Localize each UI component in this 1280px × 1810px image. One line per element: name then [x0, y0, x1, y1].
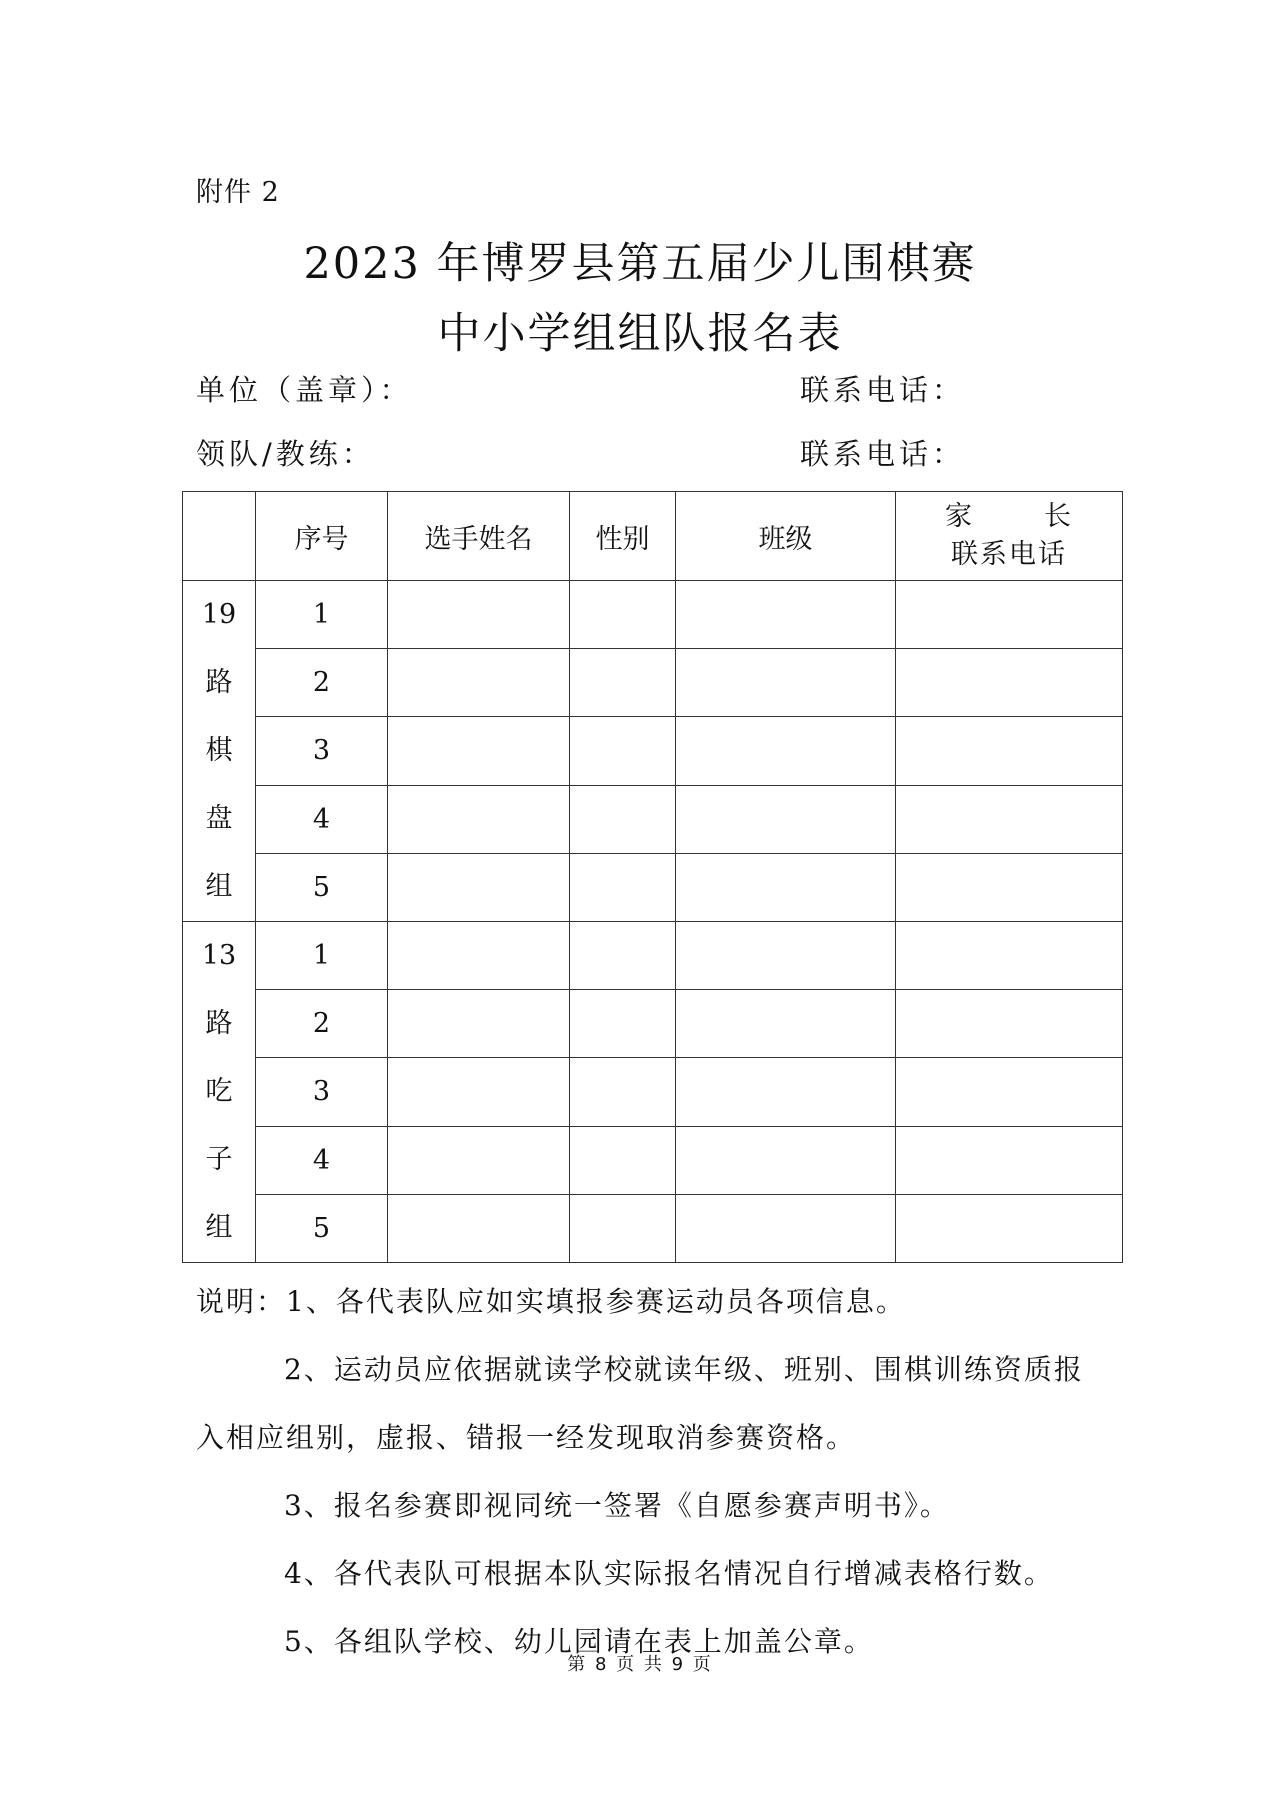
parent-phone-cell[interactable] — [896, 922, 1123, 990]
seq-cell: 2 — [256, 990, 388, 1058]
page-number-footer: 第 8 页 共 9 页 — [567, 1654, 713, 1675]
gender-cell[interactable] — [570, 853, 676, 921]
header-parent-char-1: 家 — [945, 501, 974, 532]
class-cell[interactable] — [676, 581, 896, 649]
group2-char: 吃 — [205, 1076, 233, 1107]
table-row — [183, 990, 1123, 1058]
player-name-cell[interactable] — [388, 785, 570, 853]
table-row — [183, 785, 1123, 853]
player-name-cell[interactable] — [388, 1194, 570, 1262]
parent-phone-cell[interactable] — [896, 649, 1123, 717]
group2-char: 路 — [205, 1008, 233, 1039]
gender-cell[interactable] — [570, 785, 676, 853]
title-line-1: 2023 年博罗县第五届少儿围棋赛 — [303, 239, 977, 289]
header-seq: 序号 — [256, 492, 388, 581]
note-line-5: 4、各代表队可根据本队实际报名情况自行增减表格行数。 — [284, 1557, 1054, 1590]
note-line-2: 2、运动员应依据就读学校就读年级、班别、围棋训练资质报 — [284, 1353, 1084, 1386]
class-cell[interactable] — [676, 1194, 896, 1262]
note-line-4: 3、报名参赛即视同统一签署《自愿参赛声明书》。 — [284, 1489, 950, 1522]
table-row — [183, 1058, 1123, 1126]
class-cell[interactable] — [676, 717, 896, 785]
header-parent-phone-text: 联系电话 — [951, 539, 1067, 570]
group1-char: 路 — [205, 667, 233, 698]
table-row — [183, 1126, 1123, 1194]
header-gender: 性别 — [570, 492, 676, 581]
table-row — [183, 717, 1123, 785]
group1-char: 棋 — [205, 735, 233, 766]
attachment-label: 附件 2 — [196, 177, 280, 208]
player-name-cell[interactable] — [388, 717, 570, 785]
parent-phone-cell[interactable] — [896, 1058, 1123, 1126]
player-name-cell[interactable] — [388, 581, 570, 649]
seq-cell: 2 — [256, 649, 388, 717]
gender-cell[interactable] — [570, 922, 676, 990]
gender-cell[interactable] — [570, 649, 676, 717]
player-name-cell[interactable] — [388, 922, 570, 990]
seq-cell: 4 — [256, 1126, 388, 1194]
seq-cell: 1 — [256, 922, 388, 990]
class-cell[interactable] — [676, 649, 896, 717]
seq-cell: 3 — [256, 1058, 388, 1126]
table-row — [183, 1194, 1123, 1262]
parent-phone-cell[interactable] — [896, 785, 1123, 853]
seq-cell: 5 — [256, 1194, 388, 1262]
player-name-cell[interactable] — [388, 649, 570, 717]
class-cell[interactable] — [676, 922, 896, 990]
group-19-board-cell — [183, 581, 256, 922]
gender-cell[interactable] — [570, 1058, 676, 1126]
group1-char: 组 — [205, 871, 233, 902]
gender-cell[interactable] — [570, 990, 676, 1058]
table-row — [183, 853, 1123, 921]
title-line-2: 中小学组组队报名表 — [437, 309, 843, 359]
gender-cell[interactable] — [570, 1194, 676, 1262]
class-cell[interactable] — [676, 785, 896, 853]
contact-phone-label-2: 联系电话： — [800, 437, 966, 471]
header-parent-char-2: 长 — [1044, 501, 1073, 532]
seq-cell: 3 — [256, 717, 388, 785]
header-player-name: 选手姓名 — [388, 492, 570, 581]
registration-table — [182, 491, 1123, 1263]
group2-char: 子 — [205, 1144, 233, 1175]
note-line-1: 说明：1、各代表队应如实填报参赛运动员各项信息。 — [196, 1285, 906, 1318]
player-name-cell[interactable] — [388, 1126, 570, 1194]
player-name-cell[interactable] — [388, 990, 570, 1058]
parent-phone-cell[interactable] — [896, 717, 1123, 785]
parent-phone-cell[interactable] — [896, 990, 1123, 1058]
parent-phone-cell[interactable] — [896, 581, 1123, 649]
group2-char: 组 — [205, 1212, 233, 1243]
table-header-row — [183, 492, 1123, 581]
header-class: 班级 — [676, 492, 896, 581]
note-line-6: 5、各组队学校、幼儿园请在表上加盖公章。 — [284, 1625, 874, 1658]
player-name-cell[interactable] — [388, 853, 570, 921]
parent-phone-cell[interactable] — [896, 1194, 1123, 1262]
class-cell[interactable] — [676, 853, 896, 921]
table-row — [183, 922, 1123, 990]
gender-cell[interactable] — [570, 717, 676, 785]
header-group — [183, 492, 256, 581]
class-cell[interactable] — [676, 1126, 896, 1194]
parent-phone-cell[interactable] — [896, 853, 1123, 921]
class-cell[interactable] — [676, 1058, 896, 1126]
seq-cell: 4 — [256, 785, 388, 853]
group2-char: 13 — [201, 940, 237, 971]
table-row — [183, 581, 1123, 649]
seq-cell: 1 — [256, 581, 388, 649]
team-leader-coach-label: 领队/教练： — [196, 437, 375, 471]
header-parent-phone — [896, 492, 1123, 581]
contact-phone-label-1: 联系电话： — [800, 373, 966, 407]
table-row — [183, 649, 1123, 717]
group1-char: 19 — [201, 599, 237, 630]
group-13-capture-cell — [183, 922, 256, 1263]
gender-cell[interactable] — [570, 1126, 676, 1194]
note-line-3: 入相应组别，虚报、错报一经发现取消参赛资格。 — [196, 1421, 857, 1454]
group1-char: 盘 — [205, 803, 233, 834]
parent-phone-cell[interactable] — [896, 1126, 1123, 1194]
unit-stamp-label: 单位（盖章）： — [196, 373, 413, 407]
seq-cell: 5 — [256, 853, 388, 921]
player-name-cell[interactable] — [388, 1058, 570, 1126]
class-cell[interactable] — [676, 990, 896, 1058]
gender-cell[interactable] — [570, 581, 676, 649]
